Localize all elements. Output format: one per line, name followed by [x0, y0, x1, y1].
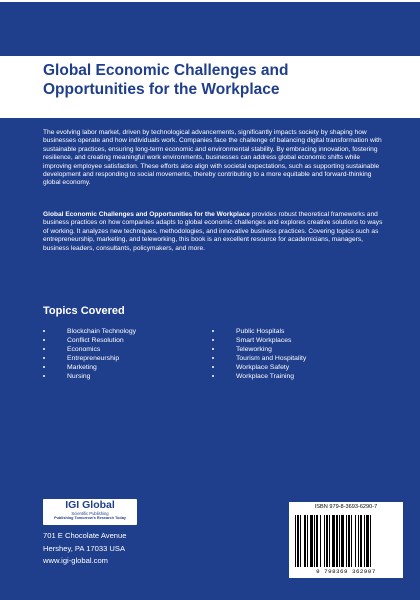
publisher-logo-name: IGI Global: [65, 499, 115, 511]
topics-heading: Topics Covered: [43, 305, 125, 317]
address-line-1: 701 E Chocolate Avenue: [43, 531, 127, 540]
bullet-icon: [212, 348, 214, 350]
bullet-icon: [43, 357, 45, 359]
bullet-icon: [43, 348, 45, 350]
bullet-icon: [212, 357, 214, 359]
barcode-icon: [293, 515, 399, 567]
isbn-label: ISBN 979-8-3693-6290-7: [314, 504, 378, 510]
bullet-icon: [212, 366, 214, 368]
topic-item: Smart Workplaces: [212, 336, 306, 345]
publisher-logo-subtitle: Scientific Publishing: [71, 511, 109, 516]
publisher-logo-tagline: Publishing Tomorrow's Research Today: [54, 516, 126, 520]
bullet-icon: [212, 339, 214, 341]
book-title-inline: Global Economic Challenges and Opportunities for the Workplace: [43, 211, 250, 218]
topic-item: Public Hospitals: [212, 327, 306, 336]
publisher-address: [43, 530, 126, 568]
topic-item: Workplace Training: [212, 372, 306, 381]
description-paragraph-1: The evolving labor market, driven by technological advancements, significantly impacts society by shaping how businesses operate and how individuals work. Companies face the challenge of balancing digital transformation with sustainable practices, ensuring long-term economic and environmental stability. By embracing innovation, fostering resilience, and creating meaningful work environments, businesses can address global economic shifts while improving employee satisfaction. These efforts also align with societal expectations, such as supporting sustainable development and responding to social movements, thereby contributing to a more equitable and forward-thinking global economy.: [43, 129, 382, 187]
topic-item: Workplace Safety: [212, 363, 306, 372]
topic-item: Entrepreneurship: [43, 354, 136, 363]
bullet-icon: [212, 375, 214, 377]
bullet-icon: [43, 339, 45, 341]
topic-item: Tourism and Hospitality: [212, 354, 306, 363]
bullet-icon: [212, 330, 214, 332]
topic-item: Conflict Resolution: [43, 336, 136, 345]
top-edge: [0, 0, 420, 2]
isbn-barcode-box: [289, 502, 403, 578]
publisher-logo: [43, 499, 137, 525]
topic-item: Economics: [43, 345, 136, 354]
bullet-icon: [43, 375, 45, 377]
topic-item: Teleworking: [212, 345, 306, 354]
topics-list-left: [43, 327, 136, 382]
barcode-number: 9 798369 362907: [316, 568, 376, 575]
topics-list-right: [212, 327, 306, 382]
publisher-website: www.igi-global.com: [43, 556, 108, 565]
description-paragraph-2-text: provides robust theoretical frameworks and business practices on how companies adapts to global economic challenges and explores creative solutions to ways of working. It analyzes new techniques, methodologies, and innovative business practices. Covering topics such as entrepreneurship, marketing, and teleworking, this book is an excellent resource for academicians, managers, business leaders, consultants, policymakers, and more.: [43, 211, 383, 252]
bullet-icon: [43, 330, 45, 332]
address-line-2: Hershey, PA 17033 USA: [43, 543, 126, 553]
topic-item: Blockchain Technology: [43, 327, 136, 336]
book-title: Global Economic Challenges and Opportunities for the Workplace: [43, 62, 289, 98]
topic-item: Nursing: [43, 372, 136, 381]
description-paragraph-2: [43, 211, 387, 253]
bullet-icon: [43, 366, 45, 368]
topic-item: Marketing: [43, 363, 136, 372]
